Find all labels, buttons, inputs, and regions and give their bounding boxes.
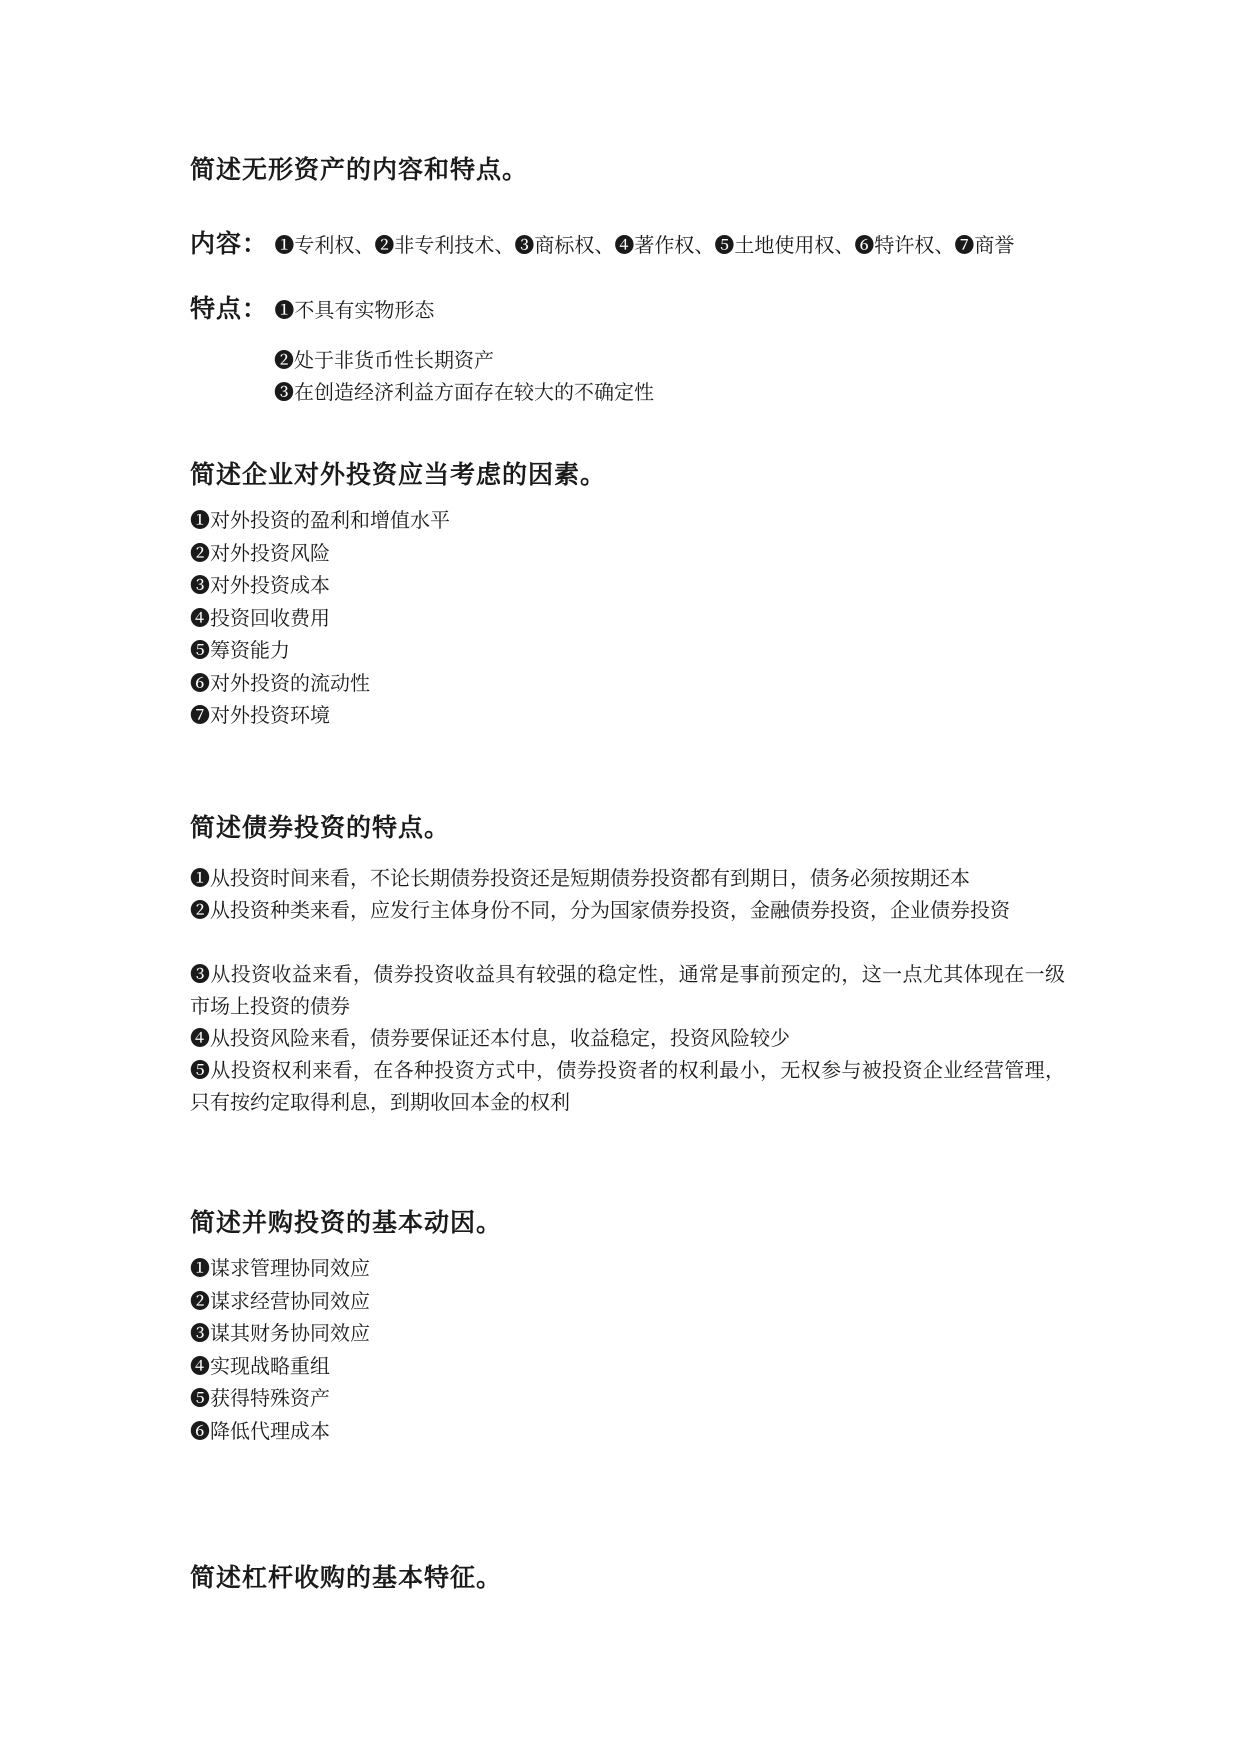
feature-item-3: ❸在创造经济利益方面存在较大的不确定性 (274, 380, 654, 404)
section-1-content-row (190, 228, 1014, 261)
section-5-heading: 简述杠杆收购的基本特征。 (190, 1563, 503, 1592)
list-item: ❺筹资能力 (190, 638, 290, 662)
list-item: ❹投资回收费用 (190, 605, 330, 630)
feature-item-2: ❷处于非货币性长期资产 (274, 348, 494, 372)
list-item: ❸对外投资成本 (190, 573, 330, 597)
section-4-list (190, 1252, 370, 1447)
section-1-features-row (190, 293, 434, 326)
content-items: ❶专利权、❷非专利技术、❸商标权、❹著作权、❺土地使用权、❻特许权、❼商誉 (274, 233, 1015, 257)
list-item: ❻降低代理成本 (190, 1418, 330, 1443)
section-2-heading: 简述企业对外投资应当考虑的因素。 (190, 460, 607, 489)
list-item: ❼对外投资环境 (190, 703, 330, 727)
section-3-item-4: ❹从投资风险来看，债券要保证还本付息，收益稳定，投资风险较少 (190, 1026, 790, 1050)
section-3-item-3: ❸从投资收益来看，债券投资收益具有较强的稳定性，通常是事前预定的，这一点尤其体现在一级市场上投资的债券 (190, 962, 1065, 1018)
section-1-heading: 简述无形资产的内容和特点。 (190, 155, 529, 184)
list-item: ❹实现战略重组 (190, 1353, 330, 1378)
list-item: ❸谋其财务协同效应 (190, 1321, 370, 1345)
list-item: ❷谋求经营协同效应 (190, 1288, 370, 1313)
section-3-item-1: ❶从投资时间来看，不论长期债券投资还是短期债券投资都有到期日，债务必须按期还本 (190, 866, 970, 890)
list-item: ❻对外投资的流动性 (190, 670, 370, 695)
features-label: 特点： (190, 294, 269, 323)
list-item: ❷对外投资风险 (190, 540, 330, 565)
list-item: ❶谋求管理协同效应 (190, 1256, 370, 1280)
list-item: ❺获得特殊资产 (190, 1386, 330, 1410)
feature-item-1: ❶不具有实物形态 (274, 298, 435, 322)
content-label: 内容： (190, 229, 269, 258)
section-3-heading: 简述债券投资的特点。 (190, 813, 451, 842)
section-2-list (190, 504, 450, 732)
section-3-item-2: ❷从投资种类来看，应发行主体身份不同，分为国家债券投资，金融债券投资，企业债券投资 (190, 898, 1010, 922)
list-item: ❶对外投资的盈利和增值水平 (190, 508, 450, 532)
section-4-heading: 简述并购投资的基本动因。 (190, 1208, 503, 1237)
section-3-item-5: ❺从投资权利来看，在各种投资方式中，债券投资者的权利最小，无权参与被投资企业经营管理，只有按约定取得利息，到期收回本金的权利 (190, 1058, 1065, 1114)
